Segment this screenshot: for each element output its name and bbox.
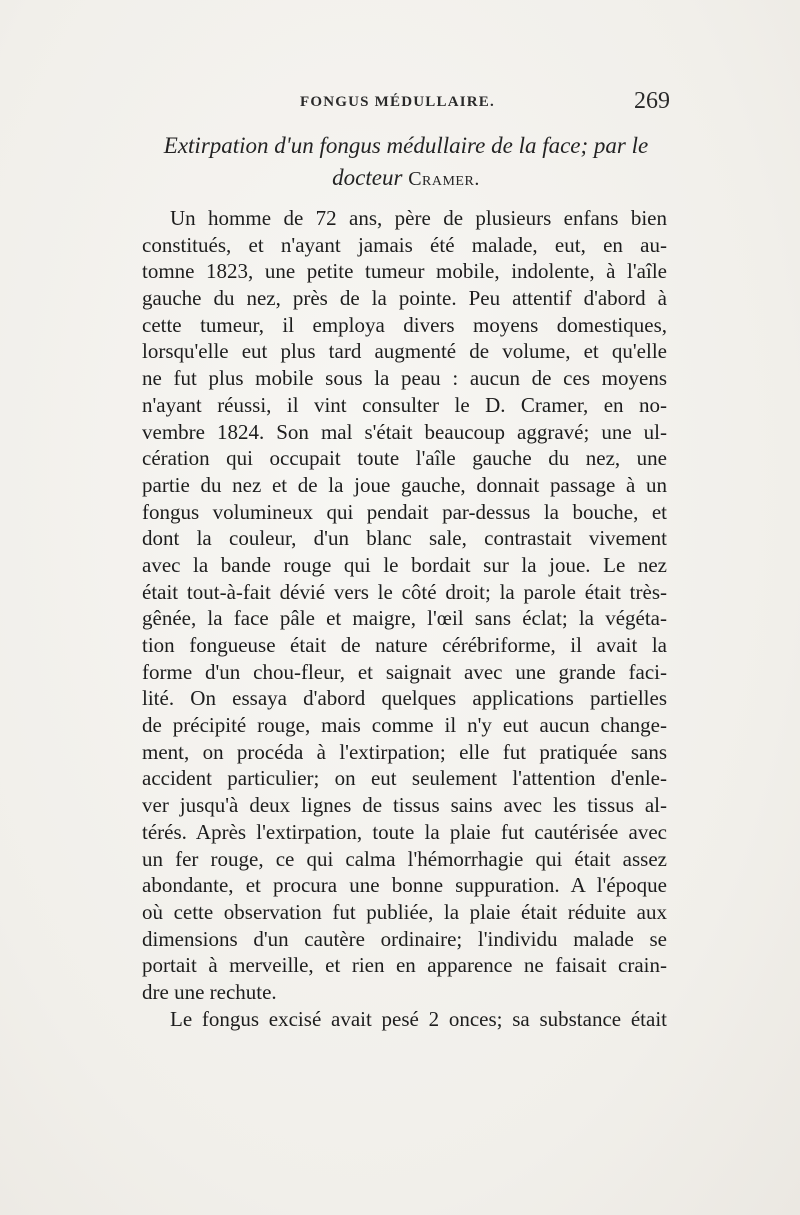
text-line: cération qui occupait toute l'aîle gauche du nez, une	[142, 446, 667, 471]
text-line: de précipité rouge, mais comme il n'y eut aucun change-	[142, 713, 667, 738]
text-line: vembre 1824. Son mal s'était beaucoup aggravé; une ul-	[142, 419, 667, 444]
text-line: un fer rouge, ce qui calma l'hémorrhagie qui était assez	[142, 846, 667, 871]
body-text	[142, 205, 667, 1032]
text-line: partie du nez et de la joue gauche, donnait passage à un	[142, 472, 667, 497]
text-line: ver jusqu'à deux lignes de tissus sains avec les tissus al-	[142, 793, 667, 818]
running-head	[142, 88, 670, 122]
text-line: était tout-à-fait dévié vers le côté droit; la parole était très-	[142, 579, 667, 604]
text-line: abondante, et procura une bonne suppuration. A l'époque	[142, 873, 667, 898]
article-title: Extirpation d'un fongus médullaire de la face; par le	[163, 133, 649, 158]
text-line: ne fut plus mobile sous la peau : aucun de ces moyens	[142, 366, 667, 391]
text-line: dimensions d'un cautère ordinaire; l'individu malade se	[142, 926, 667, 951]
text-line: constitués, et n'ayant jamais été malade, eut, en au-	[142, 232, 667, 257]
text-line: térés. Après l'extirpation, toute la plaie fut cautérisée avec	[142, 819, 667, 844]
text-line: gênée, la face pâle et maigre, l'œil sans éclat; la végéta-	[142, 606, 667, 631]
page-number: 269	[634, 88, 670, 114]
text-line: Un homme de 72 ans, père de plusieurs enfans bien	[170, 206, 667, 230]
running-title: FONGUS MÉDULLAIRE.	[300, 94, 495, 110]
text-line: Le fongus excisé avait pesé 2 onces; sa substance était	[170, 1006, 667, 1031]
text-line: où cette observation fut publiée, la plaie était réduite aux	[142, 899, 667, 924]
article-author-line	[142, 162, 670, 195]
text-line: tion fongueuse était de nature cérébriforme, il avait la	[142, 633, 667, 657]
author-prefix: docteur	[332, 165, 403, 190]
text-line: dre une rechute.	[142, 979, 277, 1004]
text-line: lité. On essaya d'abord quelques applications partielles	[142, 686, 667, 711]
text-line: dont la couleur, d'un blanc sale, contrastait vivement	[142, 526, 667, 551]
text-line: n'ayant réussi, il vint consulter le D. Cramer, en no-	[142, 392, 667, 417]
article-heading	[142, 130, 670, 195]
text-line: accident particulier; on eut seulement l'attention d'enle-	[142, 766, 667, 791]
text-line: portait à merveille, et rien en apparence ne faisait crain-	[142, 953, 667, 978]
text-line: forme d'un chou-fleur, et saignait avec une grande faci-	[142, 659, 667, 684]
text-line: ment, on procéda à l'extirpation; elle fut pratiquée sans	[142, 739, 667, 764]
author-name: Cramer.	[408, 168, 480, 190]
text-line: tomne 1823, une petite tumeur mobile, indolente, à l'aîle	[142, 259, 667, 284]
text-line: cette tumeur, il employa divers moyens domestiques,	[142, 312, 667, 337]
text-line: lorsqu'elle eut plus tard augmenté de volume, et qu'elle	[142, 339, 667, 364]
text-line: avec la bande rouge qui le bordait sur la joue. Le nez	[142, 552, 667, 577]
text-line: gauche du nez, près de la pointe. Peu attentif d'abord à	[142, 286, 667, 311]
text-line: fongus volumineux qui pendait par-dessus la bouche, et	[142, 499, 667, 524]
